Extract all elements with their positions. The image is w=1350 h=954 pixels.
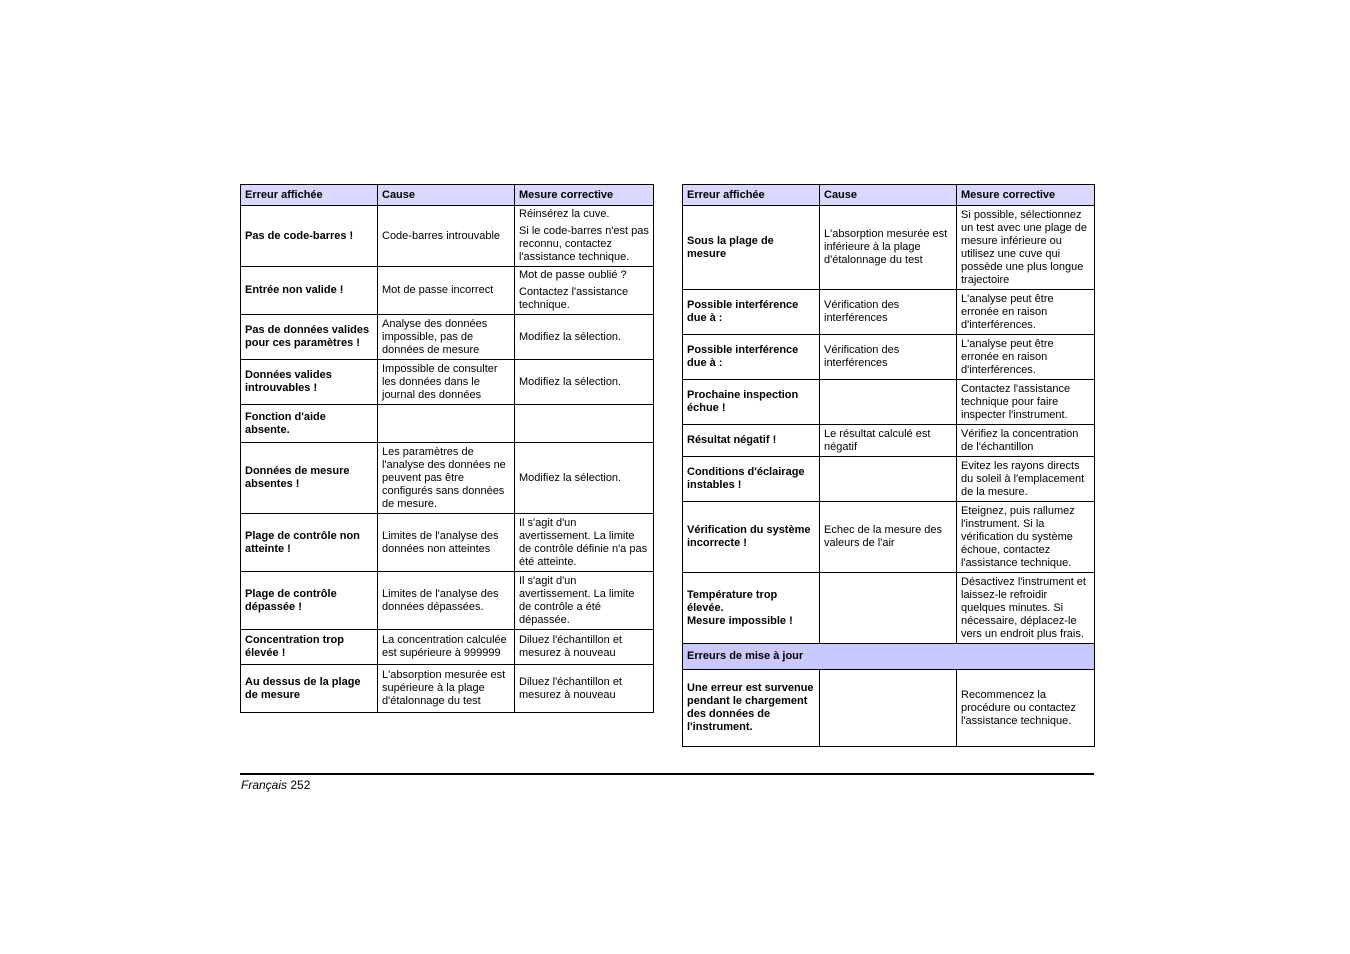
action-cell: Recommencez la procédure ou contactez l'assistance technique. xyxy=(957,670,1095,747)
action-text: Si le code-barres n'est pas reconnu, contactez l'assistance technique. xyxy=(519,225,649,263)
action-text: Réinsérez la cuve. xyxy=(519,208,610,220)
error-cell: Plage de contrôle dépassée ! xyxy=(241,572,378,630)
cause-cell: La concentration calculée est supérieure à 999999 xyxy=(378,630,515,665)
table-row xyxy=(241,206,654,267)
action-cell xyxy=(515,206,654,267)
error-cell: Données de mesure absentes ! xyxy=(241,443,378,514)
cause-cell xyxy=(820,670,957,747)
action-cell: Il s'agit d'un avertissement. La limite de contrôle définie n'a pas été atteinte. xyxy=(515,514,654,572)
cause-cell xyxy=(378,405,515,443)
action-cell xyxy=(515,267,654,315)
table-row xyxy=(683,573,1095,644)
table-row xyxy=(683,290,1095,335)
error-cell: Résultat négatif ! xyxy=(683,425,820,457)
table-row xyxy=(241,514,654,572)
footer-divider xyxy=(240,773,1094,775)
table-row xyxy=(683,335,1095,380)
table-row xyxy=(241,665,654,713)
action-cell: Désactivez l'instrument et laissez-le refroidir quelques minutes. Si nécessaire, déplacez-le vers un endroit plus frais. xyxy=(957,573,1095,644)
cause-cell: Echec de la mesure des valeurs de l'air xyxy=(820,502,957,573)
error-cell: Entrée non valide ! xyxy=(241,267,378,315)
cause-cell: Les paramètres de l'analyse des données ne peuvent pas être configurés sans données de mesure. xyxy=(378,443,515,514)
error-cell: Possible interférence due à : xyxy=(683,290,820,335)
footer-language: Français xyxy=(241,778,288,792)
cause-cell: L'absorption mesurée est supérieure à la plage d'étalonnage du test xyxy=(378,665,515,713)
error-cell: Concentration trop élevée ! xyxy=(241,630,378,665)
header-cause: Cause xyxy=(378,185,515,206)
action-cell: Contactez l'assistance technique pour faire inspecter l'instrument. xyxy=(957,380,1095,425)
cause-cell: Vérification des interférences xyxy=(820,290,957,335)
table-row xyxy=(683,380,1095,425)
cause-cell: Code-barres introuvable xyxy=(378,206,515,267)
action-cell: Si possible, sélectionnez un test avec une plage de mesure inférieure ou utilisez une cuve qui possède une plus longue trajectoire xyxy=(957,206,1095,290)
table-header-row xyxy=(241,185,654,206)
header-action: Mesure corrective xyxy=(515,185,654,206)
cause-cell: Limites de l'analyse des données non atteintes xyxy=(378,514,515,572)
table-row xyxy=(241,267,654,315)
table-row xyxy=(241,443,654,514)
action-text: Mot de passe oublié ? xyxy=(519,269,627,281)
error-cell: Vérification du système incorrecte ! xyxy=(683,502,820,573)
cause-cell: Analyse des données impossible, pas de données de mesure xyxy=(378,315,515,360)
table-row xyxy=(241,315,654,360)
page-footer xyxy=(241,778,310,793)
cause-cell xyxy=(820,457,957,502)
error-cell: Température trop élevée. Mesure impossible ! xyxy=(683,573,820,644)
error-table-right xyxy=(682,184,1095,747)
table-row xyxy=(683,206,1095,290)
action-cell: Modifiez la sélection. xyxy=(515,360,654,405)
section-row xyxy=(683,644,1095,670)
action-cell: L'analyse peut être erronée en raison d'interférences. xyxy=(957,290,1095,335)
table-row xyxy=(683,425,1095,457)
error-cell: Une erreur est survenue pendant le chargement des données de l'instrument. xyxy=(683,670,820,747)
cause-cell: Le résultat calculé est négatif xyxy=(820,425,957,457)
error-cell: Pas de code-barres ! xyxy=(241,206,378,267)
action-cell: Modifiez la sélection. xyxy=(515,443,654,514)
error-cell: Sous la plage de mesure xyxy=(683,206,820,290)
error-table-left xyxy=(240,184,654,713)
cause-cell: Mot de passe incorrect xyxy=(378,267,515,315)
action-cell xyxy=(515,405,654,443)
table-row xyxy=(241,360,654,405)
table-row xyxy=(683,457,1095,502)
error-cell: Fonction d'aide absente. xyxy=(241,405,378,443)
section-title: Erreurs de mise à jour xyxy=(683,644,1095,670)
action-cell: Modifiez la sélection. xyxy=(515,315,654,360)
table-row xyxy=(683,502,1095,573)
error-cell: Pas de données valides pour ces paramètres ! xyxy=(241,315,378,360)
cause-cell xyxy=(820,573,957,644)
error-cell: Plage de contrôle non atteinte ! xyxy=(241,514,378,572)
header-error: Erreur affichée xyxy=(683,185,820,206)
action-cell: Vérifiez la concentration de l'échantillon xyxy=(957,425,1095,457)
action-cell: Eteignez, puis rallumez l'instrument. Si la vérification du système échoue, contactez l'assistance technique. xyxy=(957,502,1095,573)
header-action: Mesure corrective xyxy=(957,185,1095,206)
error-cell: Prochaine inspection échue ! xyxy=(683,380,820,425)
table-row xyxy=(241,405,654,443)
action-text: Contactez l'assistance technique. xyxy=(519,286,629,311)
table-row xyxy=(241,630,654,665)
action-cell: Diluez l'échantillon et mesurez à nouveau xyxy=(515,665,654,713)
action-cell: Evitez les rayons directs du soleil à l'emplacement de la mesure. xyxy=(957,457,1095,502)
action-cell: Diluez l'échantillon et mesurez à nouveau xyxy=(515,630,654,665)
error-cell: Conditions d'éclairage instables ! xyxy=(683,457,820,502)
header-error: Erreur affichée xyxy=(241,185,378,206)
error-cell: Données valides introuvables ! xyxy=(241,360,378,405)
page-number: 252 xyxy=(290,778,311,792)
error-cell: Au dessus de la plage de mesure xyxy=(241,665,378,713)
table-row xyxy=(683,670,1095,747)
cause-cell: Vérification des interférences xyxy=(820,335,957,380)
cause-cell: L'absorption mesurée est inférieure à la plage d'étalonnage du test xyxy=(820,206,957,290)
action-cell: L'analyse peut être erronée en raison d'interférences. xyxy=(957,335,1095,380)
cause-cell: Limites de l'analyse des données dépassées. xyxy=(378,572,515,630)
table-row xyxy=(241,572,654,630)
action-cell: Il s'agit d'un avertissement. La limite de contrôle a été dépassée. xyxy=(515,572,654,630)
cause-cell: Impossible de consulter les données dans le journal des données xyxy=(378,360,515,405)
cause-cell xyxy=(820,380,957,425)
error-cell: Possible interférence due à : xyxy=(683,335,820,380)
table-header-row xyxy=(683,185,1095,206)
header-cause: Cause xyxy=(820,185,957,206)
